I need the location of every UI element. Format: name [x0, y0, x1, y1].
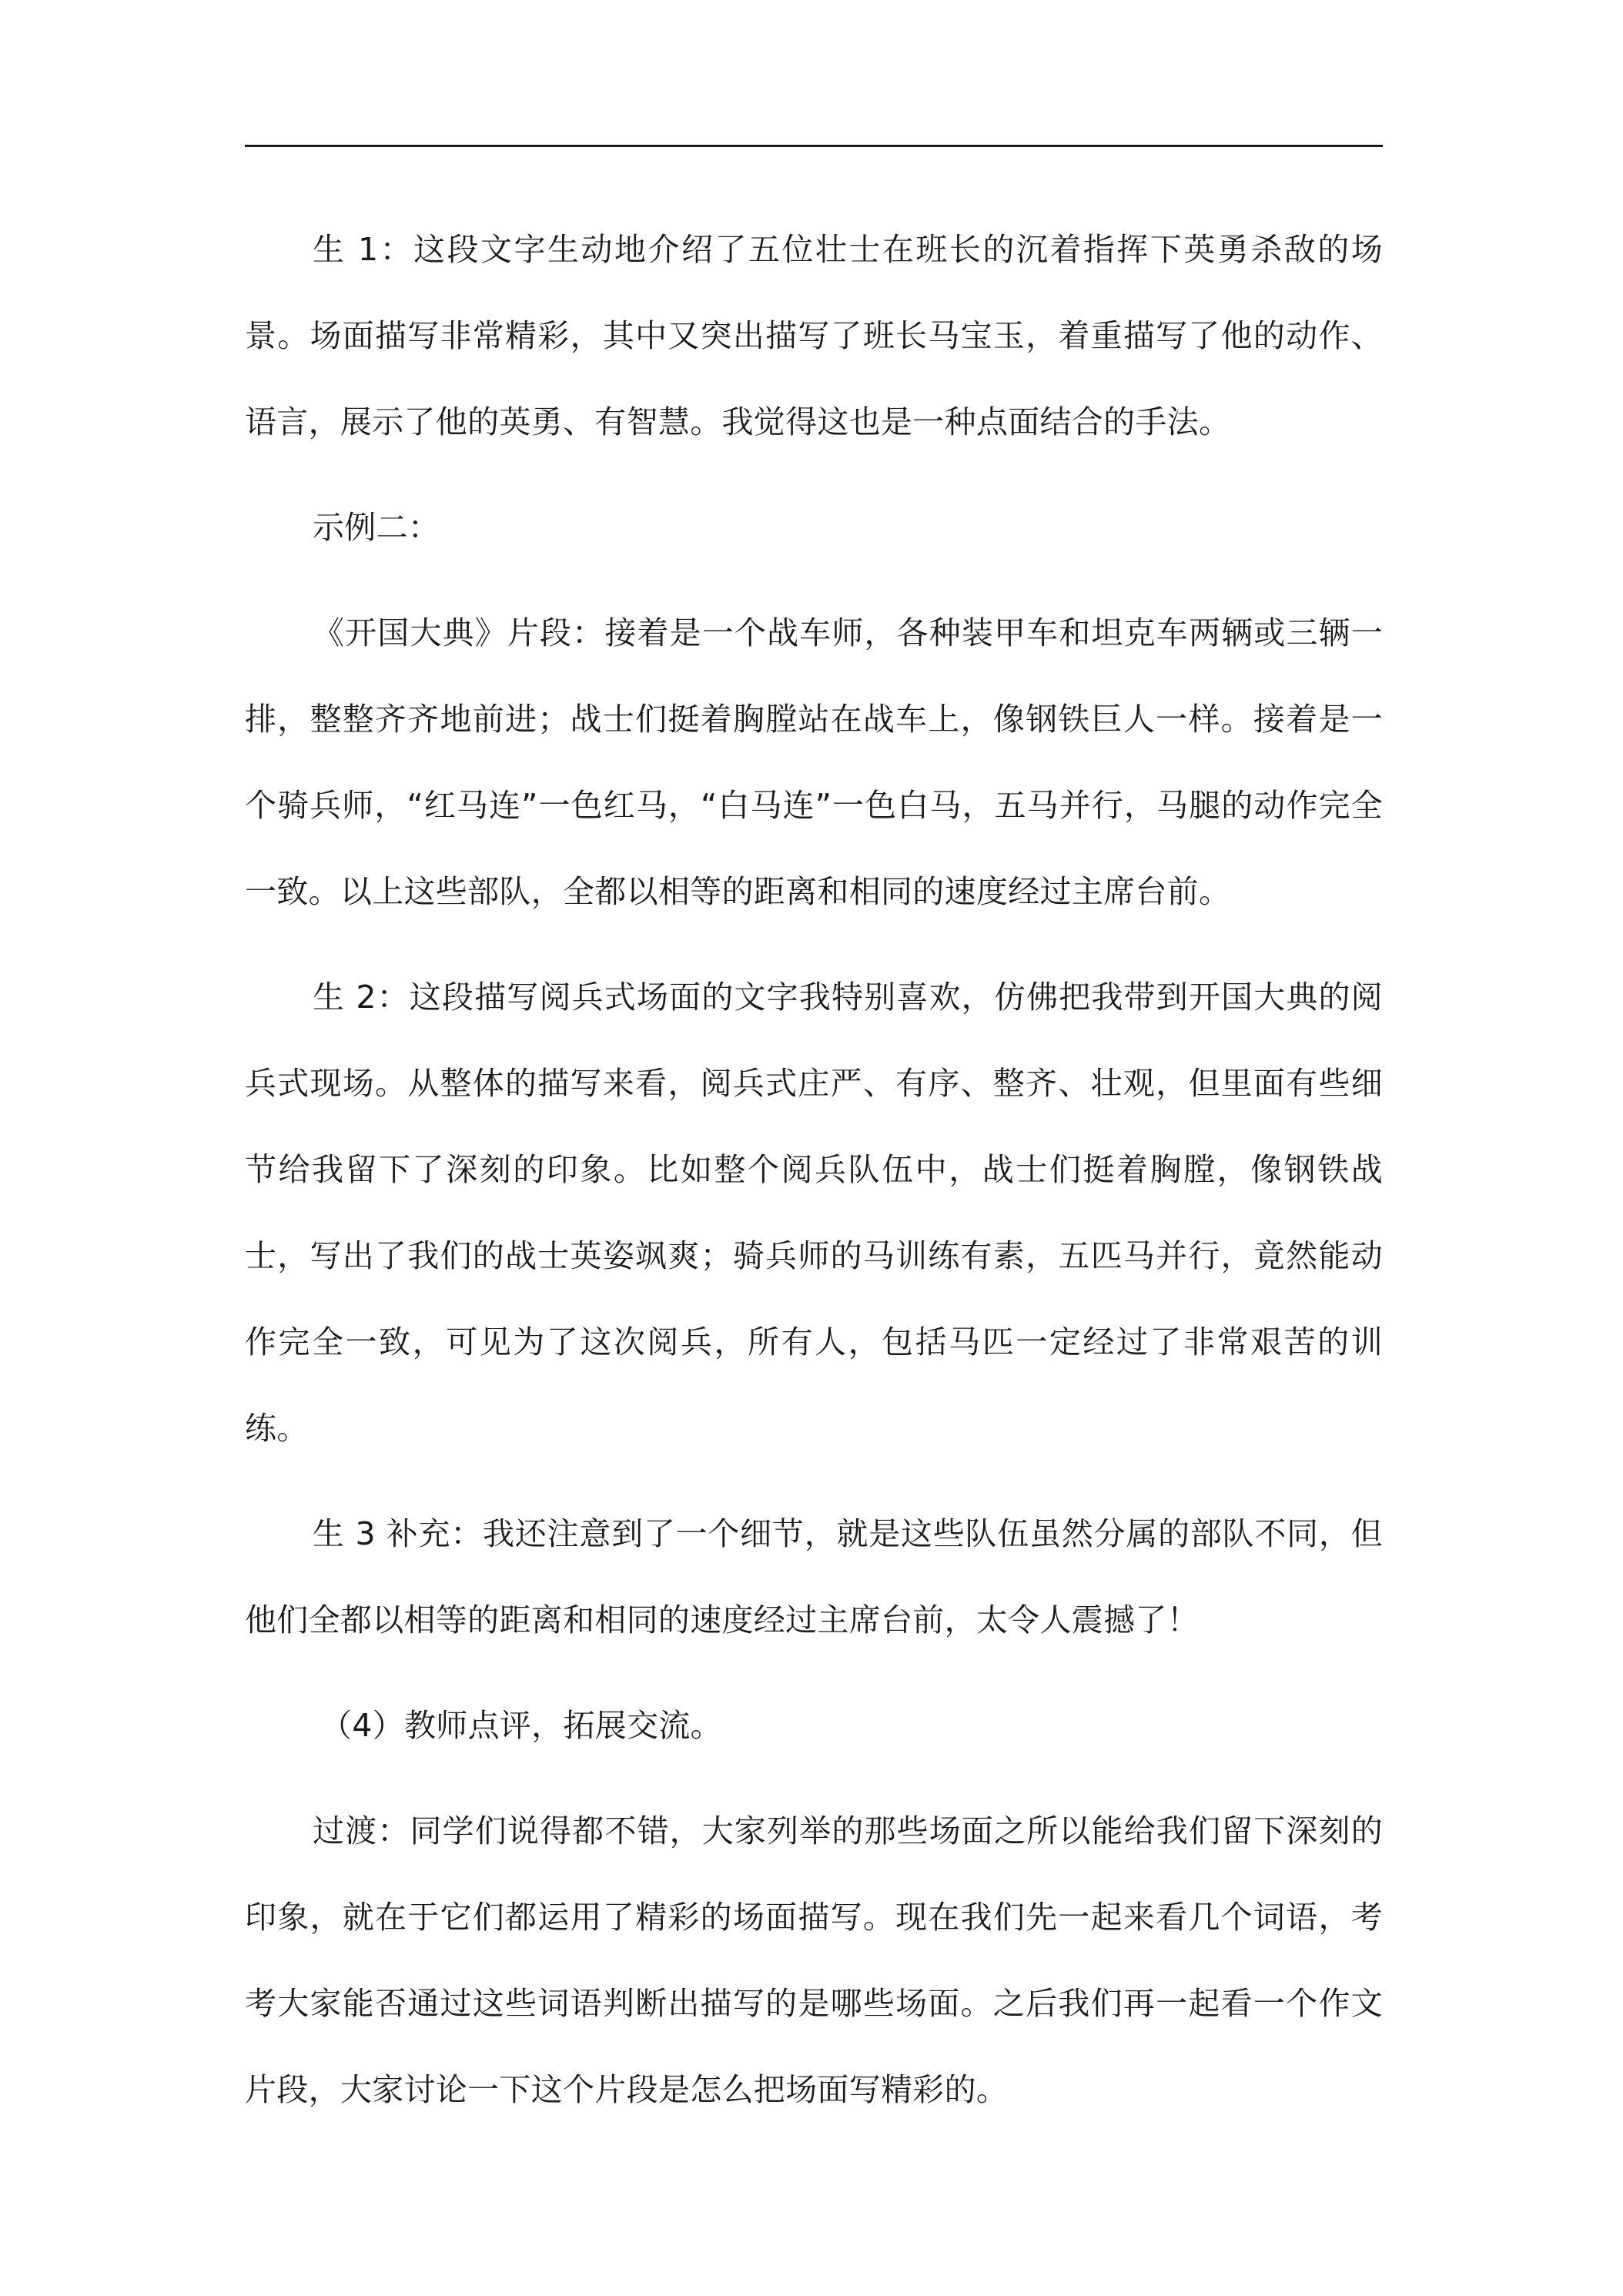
paragraph-student-3-supplement: 生 3 补充：我还注意到了一个细节，就是这些队伍虽然分属的部队不同，但他们全都以相等的距离和相同的速度经过主席台前，太令人震撼了！	[245, 1515, 1383, 1638]
document-body	[245, 206, 1383, 2152]
paragraph-teacher-comment-heading: （4）教师点评，拓展交流。	[320, 1707, 722, 1744]
paragraph-transition: 过渡：同学们说得都不错，大家列举的那些场面之所以能给我们留下深刻的印象，就在于它们都运用了精彩的场面描写。现在我们先一起来看几个词语，考考大家能否通过这些词语判断出描写的是哪些场面。之后我们再一起看一个作文片段，大家讨论一下这个片段是怎么把场面写精彩的。	[245, 1812, 1383, 2108]
paragraph-founding-ceremony-excerpt: 《开国大典》片段：接着是一个战车师，各种装甲车和坦克车两辆或三辆一排，整整齐齐地前进；战士们挺着胸膛站在战车上，像钢铁巨人一样。接着是一个骑兵师，“红马连”一色红马，“白马连”一色白马，五马并行，马腿的动作完全一致。以上这些部队，全都以相等的距离和相同的速度经过主席台前。	[245, 614, 1383, 910]
paragraph-student-2: 生 2：这段描写阅兵式场面的文字我特别喜欢，仿佛把我带到开国大典的阅兵式现场。从整体的描写来看，阅兵式庄严、有序、整齐、壮观，但里面有些细节给我留下了深刻的印象。比如整个阅兵队伍中，战士们挺着胸膛，像钢铁战士，写出了我们的战士英姿飒爽；骑兵师的马训练有素，五匹马并行，竟然能动作完全一致，可见为了这次阅兵，所有人，包括马匹一定经过了非常艰苦的训练。	[245, 979, 1383, 1447]
header-rule	[245, 145, 1383, 147]
paragraph-student-1: 生 1：这段文字生动地介绍了五位壮士在班长的沉着指挥下英勇杀敌的场景。场面描写非常精彩，其中又突出描写了班长马宝玉，着重描写了他的动作、语言，展示了他的英勇、有智慧。我觉得这也是一种点面结合的手法。	[245, 231, 1383, 440]
paragraph-example-two-heading: 示例二：	[313, 509, 440, 546]
